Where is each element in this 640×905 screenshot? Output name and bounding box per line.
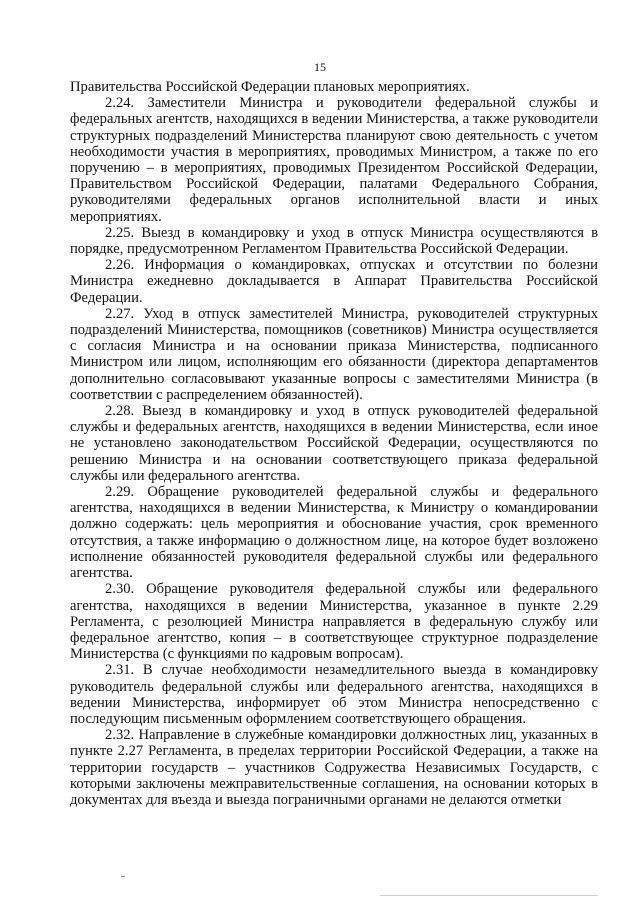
paragraph-2-32: 2.32. Направление в служебные командировки должностных лиц, указанных в пункте 2.27 Регламента, в пределах территории Российской Федерации, а также на территории государств – участников Содружества Независимых Государств, с которыми заключены межправительственные соглашения, на основании которых в документах для въезда и выезда пограничными органами не делаются отметки	[70, 727, 598, 808]
paragraph-2-29: 2.29. Обращение руководителей федеральной службы и федерального агентства, находящихся в ведении Министерства, к Министру о командировании должно содержать: цель мероприятия и обоснование участия, срок временного отсутствия, а также информацию о должностном лице, на которое будет возложено исполнение обязанностей руководителя федеральной службы или федерального агентства.	[70, 484, 598, 582]
paragraph-2-28: 2.28. Выезд в командировку и уход в отпуск руководителей федеральной службы и федеральных агентств, находящихся в ведении Министерства, если иное не установлено законодательством Российской Федерации, осуществляются по решению Министра и на основании соответствующего приказа федеральной службы или федерального агентства.	[70, 403, 598, 484]
paragraph-2-26: 2.26. Информация о командировках, отпусках и отсутствии по болезни Министра ежедневно докладывается в Аппарат Правительства Российской Федерации.	[70, 257, 598, 306]
scan-mark	[121, 876, 125, 877]
page-number: 15	[314, 60, 326, 74]
paragraph-2-31: 2.31. В случае необходимости незамедлительного выезда в командировку руководитель федеральной службы или федерального агентства, находящихся в ведении Министерства, информирует об этом Министра непосредственно с последующим письменным оформлением соответствующего обращения.	[70, 662, 598, 727]
paragraph-continuation: Правительства Российской Федерации плановых мероприятиях.	[70, 79, 470, 95]
paragraph-2-30: 2.30. Обращение руководителя федеральной службы или федерального агентства, находящихся в ведении Министерства, указанное в пункте 2.29 Регламента, с резолюцией Министра направляется в федеральную службу или федеральное агентство, копия – в соответствующее структурное подразделение Министерства (с функциями по кадровым вопросам).	[70, 581, 598, 663]
footer-rule	[380, 895, 598, 896]
paragraph-2-25: 2.25. Выезд в командировку и уход в отпуск Министра осуществляются в порядке, предусмотренном Регламентом Правительства Российской Федерации.	[70, 224, 598, 258]
document-body	[70, 79, 598, 808]
paragraph-2-24: 2.24. Заместители Министра и руководители федеральной службы и федеральных агентств, находящихся в ведении Министерства, а также руководители структурных подразделений Министерства планируют свою деятельность с учетом необходимости участия в мероприятиях, проводимых Министром, а также по его поручению – в мероприятиях, проводимых Президентом Российской Федерации, Правительством Российской Федерации, палатами Федерального Собрания, руководителями федеральных органов исполнительной власти и иных мероприятиях.	[70, 95, 598, 225]
paragraph-2-27: 2.27. Уход в отпуск заместителей Министра, руководителей структурных подразделений Министерства, помощников (советников) Министра осуществляется с согласия Министра и на основании приказа Министерства, подписанного Министром или лицом, исполняющим его обязанности (директора департаментов дополнительно согласовывают указанные вопросы с заместителями Министра (в соответствии с распределением обязанностей).	[70, 305, 598, 403]
